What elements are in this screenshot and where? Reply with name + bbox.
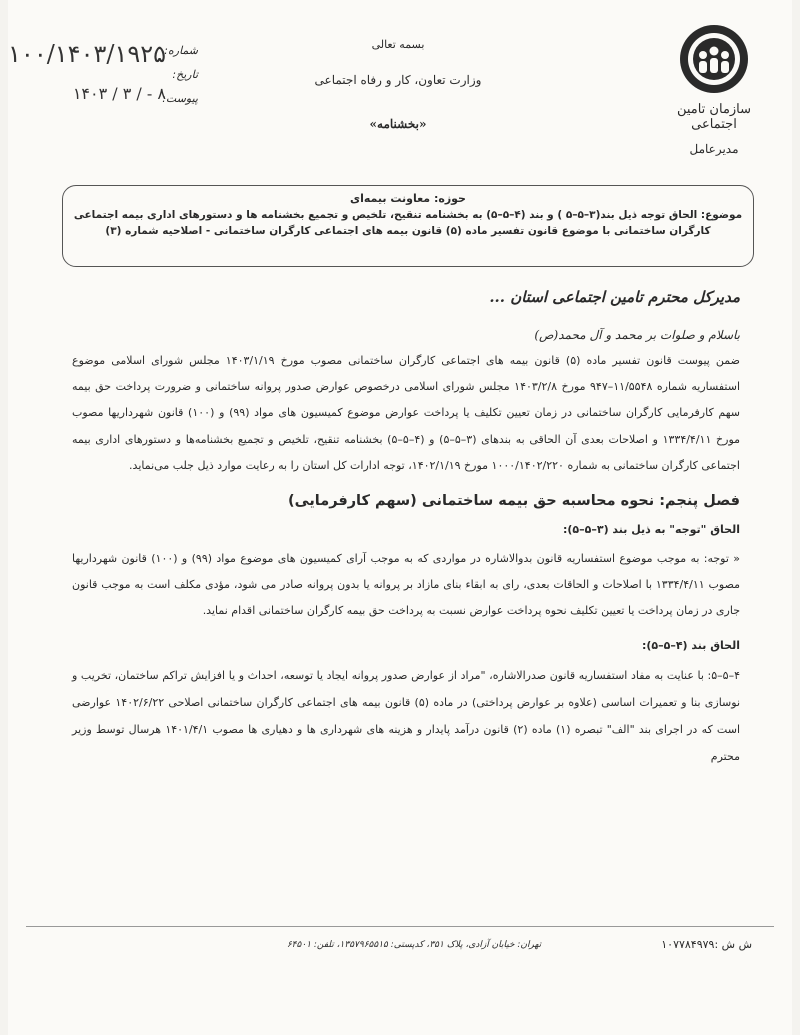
sender-title: مدیرعامل <box>689 142 739 156</box>
handwritten-letter-date: ۱۴۰۳ / ۳ / - ۸ <box>72 84 166 103</box>
letterhead-center <box>308 38 488 131</box>
social-security-logo-icon <box>677 22 751 96</box>
subsection-title-1: الحاق "توجه" به ذیل بند (۳–۵–۵): <box>562 523 740 537</box>
letter-meta <box>8 30 198 125</box>
footer-serial-number: ش ش :۱۰۷۷۸۴۹۷۹ <box>661 938 752 951</box>
subject-box <box>62 185 754 267</box>
handwritten-letter-number: ۱۰۰/۱۴۰۳/۱۹۲۵ <box>8 40 166 68</box>
greeting: باسلام و صلوات بر محمد و آل محمد(ص) <box>534 328 740 342</box>
attachment-label: پیوست: <box>162 92 198 105</box>
subject-line: موضوع: الحاق توجه ذیل بند(۳–۵–۵ ) و بند (۴–۵–۵) به بخشنامه تنقیح، تلخیص و تجمیع بخشنامه ها و دستورهای اداری بیمه اجتماعی کارگران ساختمانی با موضوع قانون تفسیر ماده (۵) قانون بیمه های اجتماعی کارگران ساختمانی - اصلاحیه شماره (۳) <box>73 209 743 237</box>
clause-paragraph: ۴–۵–۵: با عنایت به مفاد استفساریه قانون صدرالاشاره، "مراد از عوارض صدور پروانه ایجاد یا توسعه، احداث و یا افزایش تراکم ساختمان، تخریب و نوسازی بنا و تعمیرات اساسی (علاوه بر عوارض پرداختی) در ماده (۵) قانون بیمه های اجتماعی کارگران ساختمانی اصلاحی ۱۴۰۲/۶/۲۲ عوارضی است که در اجرای بند "الف" تبصره (۱) ماده (۲) قانون درآمد پایدار و هزینه های شهرداری ها و دهیاری ها مصوب ۱۴۰۱/۴/۱ هرسال توسط وزیر محترم <box>72 668 741 763</box>
intro-paragraph: ضمن پیوست قانون تفسیر ماده (۵) قانون بیمه های اجتماعی کارگران ساختمانی مصوب مورخ ۱۴۰۳/۱/۱۹ مجلس شورای اسلامی موضوع استفساریه شماره ۱۱/۵۵۴۸–۹۴۷ مورخ ۱۴۰۳/۲/۸ مجلس شورای اسلامی درخصوص عوارض صدور پروانه ساختمانی و ضرورت پرداخت حق بیمه سهم کارفرمایی کارگران ساختمانی در زمان تعیین تکلیف یا پرداخت عوارض موضوع کمیسیون های مواد (۹۹) و (۱۰۰) قانون شهرداریها مصوب مورخ ۱۳۳۴/۴/۱۱ و اصلاحات بعدی آن الحاقی به بندهای (۳–۵–۵) و (۴–۵–۵) بخشنامه تنقیح، تلخیص و تجمیع بخشنامه‌ها و دستورهای اداری بیمه اجتماعی کارگران ساختمانی به شماره ۱۰۰۰/۱۴۰۲/۲۲۰ مورخ ۱۴۰۲/۱/۱۹، توجه ادارات کل استان را به رعایت موارد ذیل جلب می‌نماید. <box>72 354 741 472</box>
letter-body <box>72 288 740 770</box>
footer-address: تهران: خیابان آزادی، پلاک ۳۵۱، کدپستی: ۱۳۵۷۹۶۵۵۱۵، تلفن: ۶۴۵۰۱ <box>286 940 542 950</box>
addressee: مدیرکل محترم تامین اجتماعی استان ... <box>489 288 740 306</box>
date-label: تاریخ: <box>172 68 198 81</box>
field-line: حوزه: معاونت بیمه‌ای <box>350 192 466 205</box>
org-logo-block <box>664 22 764 156</box>
circular-label: «بخشنامه» <box>369 117 427 131</box>
section-title: فصل پنجم: نحوه محاسبه حق بیمه ساختمانی (سهم کارفرمایی) <box>288 493 740 510</box>
number-label: شماره: <box>164 44 198 57</box>
subsection-title-2: الحاق بند (۴–۵–۵): <box>641 638 740 652</box>
document-page <box>8 0 792 1035</box>
footer-divider <box>26 926 774 927</box>
bismillah: بسمه تعالی <box>371 38 425 51</box>
ministry-name: وزارت تعاون، کار و رفاه اجتماعی <box>314 73 482 87</box>
org-name: سازمان تامین اجتماعی <box>676 102 752 132</box>
note-paragraph: « توجه: به موجب موضوع استفساریه قانون بدوالاشاره در مواردی که به موجب آرای کمیسیون های موضوع مواد (۹۹) و (۱۰۰) قانون شهرداریها مصوب ۱۳۳۴/۴/۱۱ با اصلاحات و الحاقات بعدی، رای به ابقاء بنای مازاد بر پروانه یا بدون پروانه صادر می شود، مؤدی مکلف است به موجب قانون جاری در زمان پرداخت یا تعیین تکلیف نحوه پرداخت عوارض نسبت به پرداخت حق بیمه کارگران ساختمانی اقدام نماید. <box>72 552 741 618</box>
